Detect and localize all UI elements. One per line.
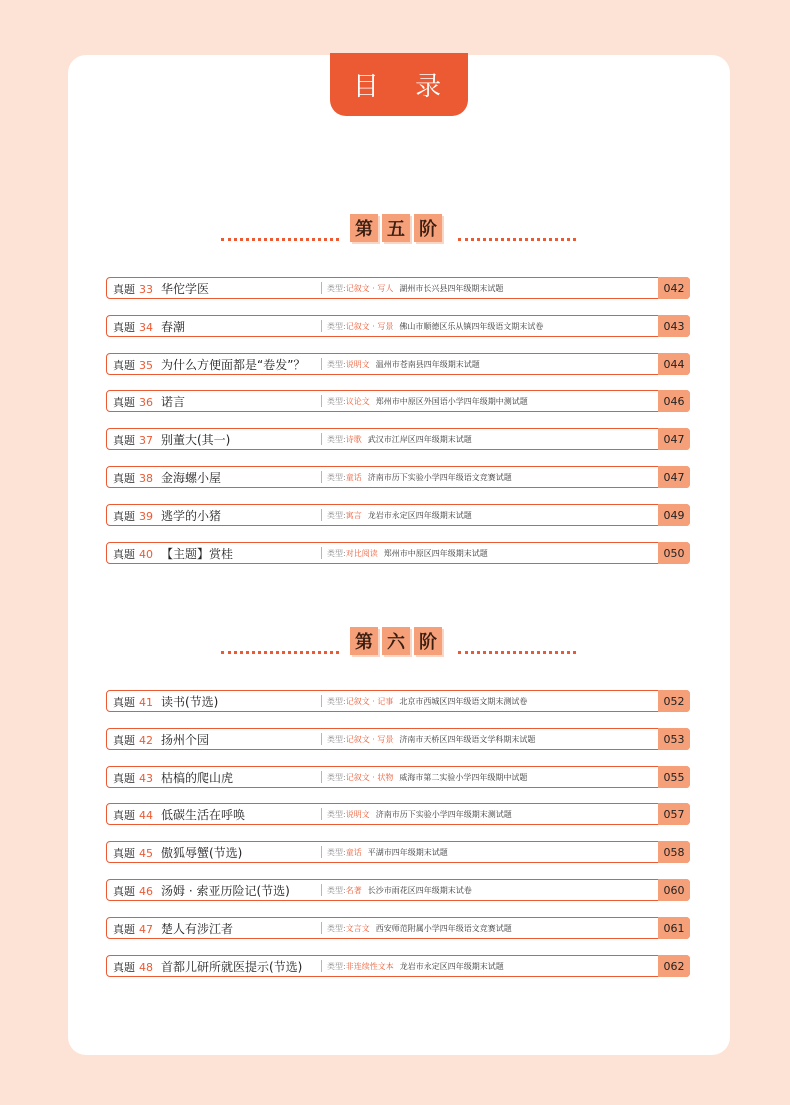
section-header-6 [0, 627, 790, 667]
divider-dots [458, 238, 576, 241]
entry-number: 42 [139, 734, 153, 747]
entry-number: 36 [139, 396, 153, 409]
entry-title: 傲狐辱蟹(节选) [161, 846, 243, 860]
entry-page-number: 052 [658, 690, 690, 712]
entry-label [113, 470, 153, 486]
entry-type: 文言文 [345, 924, 370, 933]
entry-title: 低碳生活在呼唤 [161, 808, 246, 822]
entry-title: 春潮 [161, 320, 186, 334]
entry-separator [321, 471, 322, 483]
entry-type-label: 类型: [327, 886, 346, 895]
section-char: 阶 [414, 627, 442, 655]
entry-separator [321, 846, 322, 858]
entry-meta [327, 809, 512, 820]
entry-page-number: 053 [658, 728, 690, 750]
section-header-5 [0, 214, 790, 254]
entry-number: 41 [139, 696, 153, 709]
entry-type: 记叙文 · 状物 [345, 773, 394, 782]
entry-separator [321, 509, 322, 521]
entry-number: 45 [139, 847, 153, 860]
entry-label-text: 真题 [113, 434, 135, 447]
section-char: 第 [350, 627, 378, 655]
entry-label-text: 真题 [113, 359, 135, 372]
entry-type: 对比阅读 [345, 549, 378, 558]
toc-entry[interactable] [106, 277, 690, 299]
entry-title: 扬州个园 [161, 733, 210, 747]
entry-label-text: 真题 [113, 510, 135, 523]
entry-label [113, 883, 153, 899]
entry-number: 47 [139, 923, 153, 936]
entry-page-number: 047 [658, 428, 690, 450]
entry-separator [321, 695, 322, 707]
entry-meta [327, 283, 503, 294]
entry-title: 逃学的小猪 [161, 509, 222, 523]
entry-separator [321, 433, 322, 445]
entry-source: 龙岩市永定区四年级期末试题 [399, 962, 504, 971]
entry-meta [327, 885, 472, 896]
entry-source: 武汉市江岸区四年级期末试题 [367, 435, 472, 444]
entry-number: 33 [139, 283, 153, 296]
entry-separator [321, 358, 322, 370]
entry-type-label: 类型: [327, 962, 346, 971]
entry-meta [327, 961, 504, 972]
entry-type: 记叙文 · 写景 [345, 735, 394, 744]
entry-type: 议论文 [345, 397, 370, 406]
toc-entry[interactable] [106, 504, 690, 526]
entry-title: 汤姆 · 索亚历险记(节选) [161, 884, 290, 898]
toc-entry[interactable] [106, 955, 690, 977]
entry-page-number: 042 [658, 277, 690, 299]
entry-type: 童话 [345, 848, 362, 857]
toc-entry[interactable] [106, 690, 690, 712]
entry-source: 北京市西城区四年级语文期末测试卷 [399, 697, 528, 706]
entry-type-label: 类型: [327, 360, 346, 369]
entry-type: 非连续性文本 [345, 962, 394, 971]
entry-title: 读书(节选) [161, 695, 219, 709]
entry-number: 37 [139, 434, 153, 447]
entry-type: 童话 [345, 473, 362, 482]
entry-number: 46 [139, 885, 153, 898]
toc-entry[interactable] [106, 315, 690, 337]
entry-type-label: 类型: [327, 284, 346, 293]
entry-meta [327, 734, 535, 745]
entry-meta [327, 396, 528, 407]
toc-title: 目 录 [330, 53, 468, 116]
entry-page-number: 050 [658, 542, 690, 564]
entry-source: 西安师范附属小学四年级语文竞赛试题 [375, 924, 512, 933]
entry-label-text: 真题 [113, 961, 135, 974]
entry-meta [327, 696, 527, 707]
entry-title: 枯槁的爬山虎 [161, 771, 234, 785]
section-char: 阶 [414, 214, 442, 242]
entry-label [113, 845, 153, 861]
entry-page-number: 061 [658, 917, 690, 939]
entry-type: 记叙文 · 写景 [345, 322, 394, 331]
entry-page-number: 047 [658, 466, 690, 488]
entry-page-number: 043 [658, 315, 690, 337]
entry-type-label: 类型: [327, 549, 346, 558]
entry-title: 诺言 [161, 395, 186, 409]
entry-page-number: 060 [658, 879, 690, 901]
entry-number: 40 [139, 548, 153, 561]
entry-meta [327, 548, 488, 559]
entry-type-label: 类型: [327, 810, 346, 819]
entry-meta [327, 321, 543, 332]
entry-label [113, 770, 153, 786]
entry-type: 说明文 [345, 360, 370, 369]
entry-label [113, 319, 153, 335]
entry-source: 湖州市长兴县四年级期末试题 [399, 284, 504, 293]
entry-title: 【主题】赏桂 [161, 547, 234, 561]
entry-separator [321, 320, 322, 332]
entry-label-text: 真题 [113, 885, 135, 898]
toc-entry[interactable] [106, 728, 690, 750]
entry-label-text: 真题 [113, 847, 135, 860]
entry-type: 说明文 [345, 810, 370, 819]
entry-label-text: 真题 [113, 923, 135, 936]
entry-type-label: 类型: [327, 735, 346, 744]
entry-number: 48 [139, 961, 153, 974]
entry-number: 34 [139, 321, 153, 334]
entry-number: 43 [139, 772, 153, 785]
toc-entry[interactable] [106, 542, 690, 564]
entry-label-text: 真题 [113, 548, 135, 561]
entry-meta [327, 923, 512, 934]
toc-entry[interactable] [106, 841, 690, 863]
entry-type-label: 类型: [327, 924, 346, 933]
divider-dots [221, 651, 339, 654]
entry-label-text: 真题 [113, 283, 135, 296]
toc-entry[interactable] [106, 879, 690, 901]
entry-page-number: 046 [658, 390, 690, 412]
entry-title: 华佗学医 [161, 282, 210, 296]
entry-source: 威海市第二实验小学四年级期中试题 [399, 773, 528, 782]
entry-label [113, 807, 153, 823]
entry-label [113, 394, 153, 410]
toc-entry[interactable] [106, 390, 690, 412]
divider-dots [221, 238, 339, 241]
entry-meta [327, 847, 448, 858]
entry-source: 郑州市中原区四年级期末试题 [383, 549, 488, 558]
entry-number: 44 [139, 809, 153, 822]
entry-label-text: 真题 [113, 734, 135, 747]
entry-type: 诗歌 [345, 435, 362, 444]
divider-dots [458, 651, 576, 654]
entry-source: 平湖市四年级期末试题 [367, 848, 448, 857]
entry-title: 首都儿研所就医提示(节选) [161, 960, 303, 974]
entry-separator [321, 884, 322, 896]
section-char: 六 [382, 627, 410, 655]
entry-number: 39 [139, 510, 153, 523]
toc-entry[interactable] [106, 353, 690, 375]
entry-meta [327, 434, 472, 445]
toc-entry[interactable] [106, 428, 690, 450]
entry-source: 龙岩市永定区四年级期末试题 [367, 511, 472, 520]
entry-page-number: 055 [658, 766, 690, 788]
entry-source: 长沙市雨花区四年级期末试卷 [367, 886, 472, 895]
entry-type-label: 类型: [327, 322, 346, 331]
entry-separator [321, 547, 322, 559]
entry-source: 佛山市顺德区乐从镇四年级语文期末试卷 [399, 322, 544, 331]
entry-meta [327, 359, 480, 370]
entry-label-text: 真题 [113, 396, 135, 409]
entry-label [113, 508, 153, 524]
entry-page-number: 062 [658, 955, 690, 977]
entry-source: 济南市天桥区四年级语文学科期末试题 [399, 735, 536, 744]
section-char: 五 [382, 214, 410, 242]
entry-type-label: 类型: [327, 773, 346, 782]
entry-source: 济南市历下实验小学四年级语文竞赛试题 [367, 473, 512, 482]
entry-label [113, 732, 153, 748]
entry-label [113, 694, 153, 710]
entry-label-text: 真题 [113, 809, 135, 822]
entry-meta [327, 510, 472, 521]
entry-separator [321, 395, 322, 407]
toc-entry[interactable] [106, 803, 690, 825]
entry-type-label: 类型: [327, 397, 346, 406]
entry-label [113, 921, 153, 937]
entry-meta [327, 472, 512, 483]
entry-page-number: 057 [658, 803, 690, 825]
entry-label [113, 432, 153, 448]
entry-type-label: 类型: [327, 473, 346, 482]
entry-title: 别董大(其一) [161, 433, 231, 447]
entry-title: 金海螺小屋 [161, 471, 222, 485]
entry-type-label: 类型: [327, 848, 346, 857]
entry-page-number: 044 [658, 353, 690, 375]
entry-source: 郑州市中原区外国语小学四年级期中测试题 [375, 397, 528, 406]
entry-number: 35 [139, 359, 153, 372]
entry-type: 记叙文 · 写人 [345, 284, 394, 293]
entry-separator [321, 771, 322, 783]
entry-label-text: 真题 [113, 696, 135, 709]
entry-label [113, 959, 153, 975]
entry-label-text: 真题 [113, 772, 135, 785]
entry-title: 为什么方便面都是“卷发”？ [161, 358, 306, 372]
entry-type-label: 类型: [327, 511, 346, 520]
entry-separator [321, 733, 322, 745]
entry-type: 寓言 [345, 511, 362, 520]
entry-label [113, 281, 153, 297]
entry-meta [327, 772, 527, 783]
toc-entry[interactable] [106, 917, 690, 939]
toc-entry[interactable] [106, 466, 690, 488]
section-char: 第 [350, 214, 378, 242]
entry-type-label: 类型: [327, 435, 346, 444]
entry-separator [321, 282, 322, 294]
entry-label-text: 真题 [113, 472, 135, 485]
entry-type: 名著 [345, 886, 362, 895]
entry-page-number: 049 [658, 504, 690, 526]
entry-source: 济南市历下实验小学四年级期末测试题 [375, 810, 512, 819]
entry-type: 记叙文 · 记事 [345, 697, 394, 706]
entry-label-text: 真题 [113, 321, 135, 334]
entry-source: 温州市苍南县四年级期末试题 [375, 360, 480, 369]
entry-separator [321, 808, 322, 820]
entry-page-number: 058 [658, 841, 690, 863]
entry-separator [321, 960, 322, 972]
entry-label [113, 546, 153, 562]
entry-type-label: 类型: [327, 697, 346, 706]
entry-number: 38 [139, 472, 153, 485]
entry-title: 楚人有涉江者 [161, 922, 234, 936]
toc-entry[interactable] [106, 766, 690, 788]
entry-label [113, 357, 153, 373]
entry-separator [321, 922, 322, 934]
